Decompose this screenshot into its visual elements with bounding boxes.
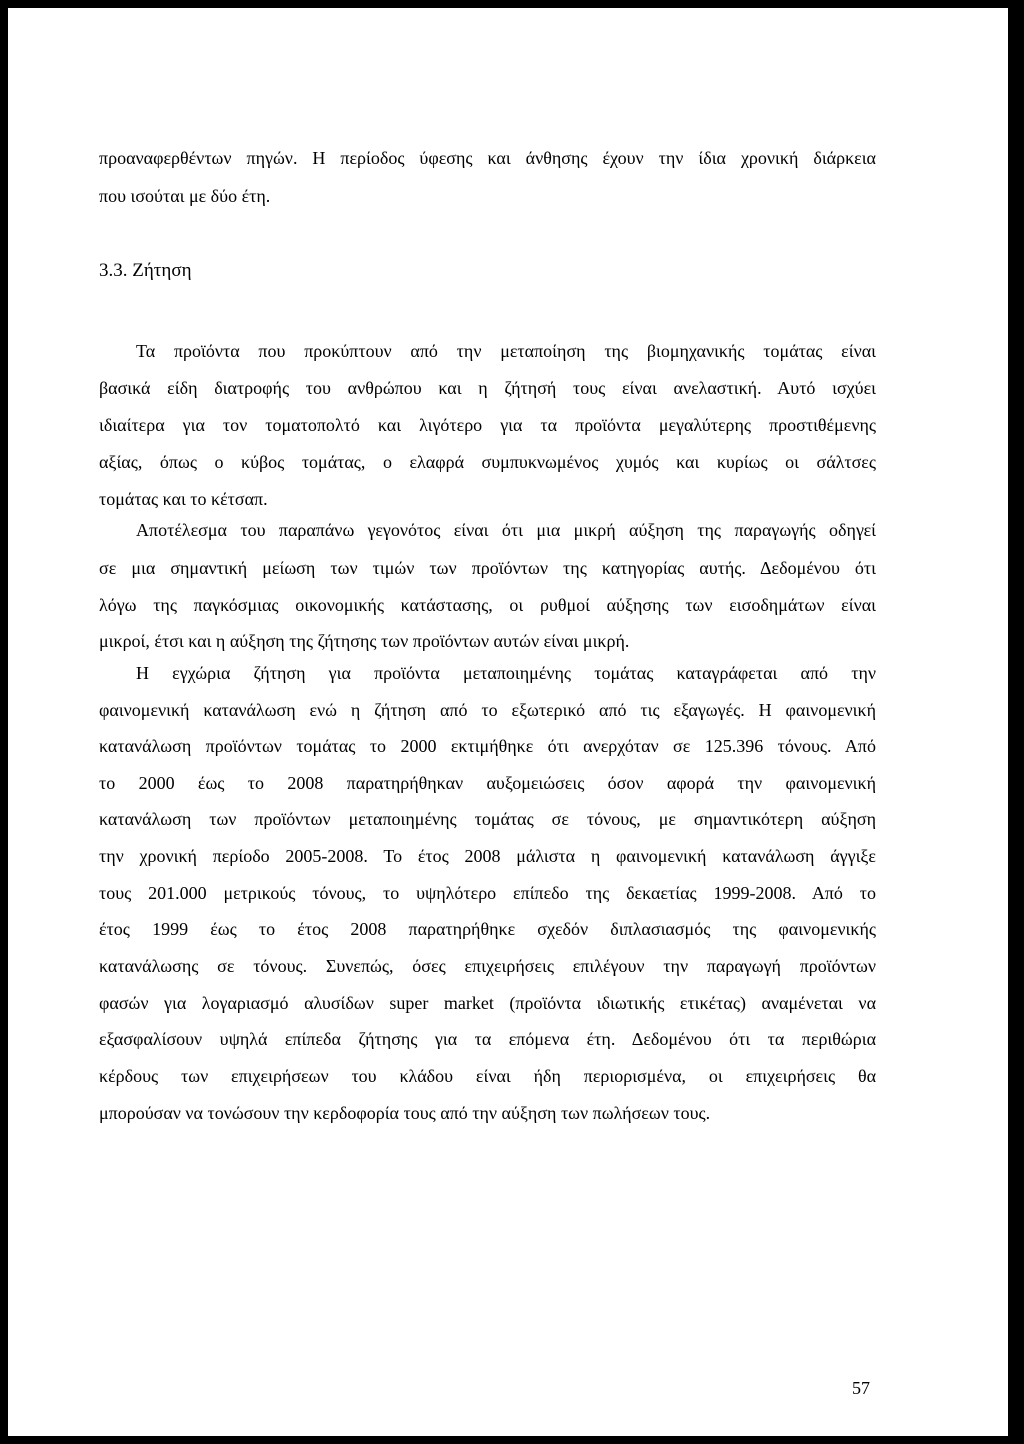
text-line: φαινομενική κατανάλωση ενώ η ζήτηση από το εξωτερικό από τις εξαγωγές. Η φαινομενική bbox=[99, 700, 876, 720]
text-line: Η εγχώρια ζήτηση για προϊόντα μεταποιημένης τομάτας καταγράφεται από την bbox=[136, 663, 876, 683]
text-line: τομάτας και το κέτσαπ. bbox=[99, 489, 268, 509]
text-line: Αποτέλεσμα του παραπάνω γεγονότος είναι ότι μια μικρή αύξηση της παραγωγής οδηγεί bbox=[136, 520, 876, 540]
document-sheet bbox=[8, 8, 1008, 1436]
text-line: σε μια σημαντική μείωση των τιμών των προϊόντων της κατηγορίας αυτής. Δεδομένου ότι bbox=[99, 558, 876, 578]
text-line: τους 201.000 μετρικούς τόνους, το υψηλότερο επίπεδο της δεκαετίας 1999-2008. Από το bbox=[99, 883, 876, 903]
text-line: βασικά είδη διατροφής του ανθρώπου και η ζήτησή τους είναι ανελαστική. Αυτό ισχύει bbox=[99, 378, 876, 398]
text-line: λόγω της παγκόσμιας οικονομικής κατάστασης, οι ρυθμοί αύξησης των εισοδημάτων είναι bbox=[99, 595, 876, 615]
text-line: κατανάλωση προϊόντων τομάτας το 2000 εκτιμήθηκε ότι ανερχόταν σε 125.396 τόνους. Από bbox=[99, 736, 876, 756]
text-line: ιδιαίτερα για τον τοματοπολτό και λιγότερο για τα προϊόντα μεγαλύτερης προστιθέμενης bbox=[99, 415, 876, 435]
text-line: φασών για λογαριασμό αλυσίδων super market (προϊόντα ιδιωτικής ετικέτας) αναμένεται να bbox=[99, 993, 876, 1013]
text-line: αξίας, όπως ο κύβος τομάτας, ο ελαφρά συμπυκνωμένος χυμός και κυρίως οι σάλτσες bbox=[99, 452, 876, 472]
text-line: έτος 1999 έως το έτος 2008 παρατηρήθηκε σχεδόν διπλασιασμός της φαινομενικής bbox=[99, 919, 876, 939]
text-line: εξασφαλίσουν υψηλά επίπεδα ζήτησης για τα επόμενα έτη. Δεδομένου ότι τα περιθώρια bbox=[99, 1029, 876, 1049]
section-heading: 3.3. Ζήτηση bbox=[99, 260, 192, 281]
text-line: Τα προϊόντα που προκύπτουν από την μεταποίηση της βιομηχανικής τομάτας είναι bbox=[136, 341, 876, 361]
text-line: κατανάλωσης σε τόνους. Συνεπώς, όσες επιχειρήσεις επιλέγουν την παραγωγή προϊόντων bbox=[99, 956, 876, 976]
text-line: που ισούται με δύο έτη. bbox=[99, 186, 271, 206]
text-line: κέρδους των επιχειρήσεων του κλάδου είναι ήδη περιορισμένα, οι επιχειρήσεις θα bbox=[99, 1066, 876, 1086]
text-line: την χρονική περίοδο 2005-2008. Το έτος 2008 μάλιστα η φαινομενική κατανάλωση άγγιξε bbox=[99, 846, 876, 866]
page-number: 57 bbox=[852, 1378, 870, 1398]
text-line: μικροί, έτσι και η αύξηση της ζήτησης των προϊόντων αυτών είναι μικρή. bbox=[99, 631, 630, 651]
text-line: μπορούσαν να τονώσουν την κερδοφορία τους από την αύξηση των πωλήσεων τους. bbox=[99, 1103, 711, 1123]
text-line: το 2000 έως το 2008 παρατηρήθηκαν αυξομειώσεις όσον αφορά την φαινομενική bbox=[99, 773, 876, 793]
text-line: κατανάλωση των προϊόντων μεταποιημένης τομάτας σε τόνους, με σημαντικότερη αύξηση bbox=[99, 809, 876, 829]
text-line: προαναφερθέντων πηγών. Η περίοδος ύφεσης και άνθησης έχουν την ίδια χρονική διάρκεια bbox=[99, 148, 876, 168]
